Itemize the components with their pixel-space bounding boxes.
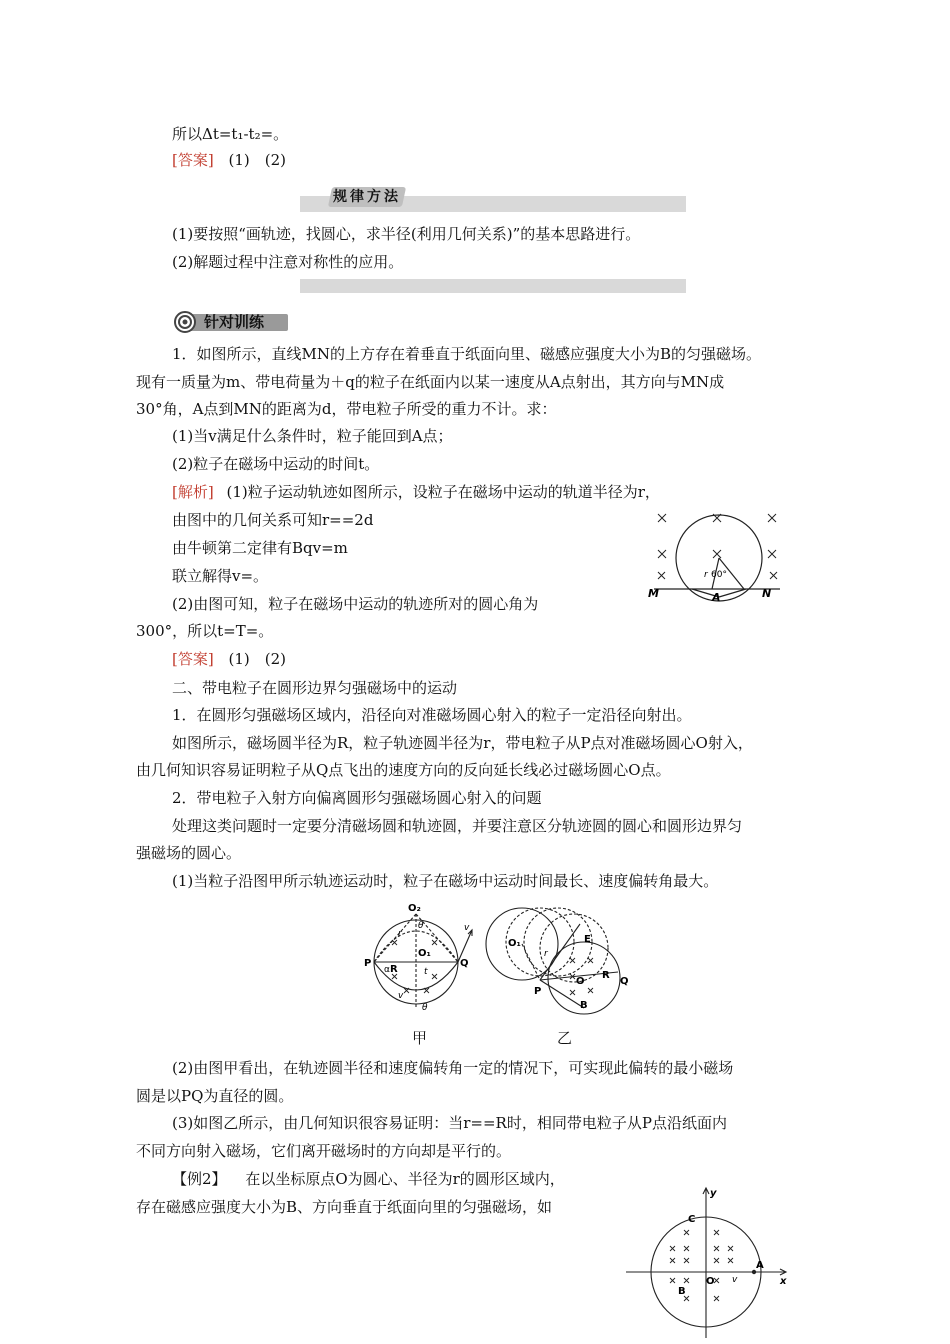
label-q-yi: Q xyxy=(620,976,629,987)
trajectory-figure-1 xyxy=(648,508,788,604)
analysis-line-4: 联立解得v=。 xyxy=(172,567,269,585)
figure-yi xyxy=(484,904,632,1016)
analysis-line-1 xyxy=(172,482,660,502)
analysis-text-1: (1)粒子运动轨迹如图所示，设粒子在磁场中运动的轨道半径为r， xyxy=(226,483,660,501)
target-icon xyxy=(174,311,196,333)
training-answer-parts: (1) (2) xyxy=(228,650,286,668)
q1-subquestion-2: (2)粒子在磁场中运动的时间t。 xyxy=(172,455,380,473)
method-title-badge xyxy=(328,187,406,207)
method-point-1: (1)要按照“画轨迹，找圆心，求半径(利用几何关系)”的基本思路进行。 xyxy=(172,225,641,243)
label-v: v xyxy=(464,923,470,933)
label-o-ex2: O xyxy=(706,1276,715,1287)
section2-point-4-line-1: (2)由图甲看出，在轨迹圆半径和速度偏转角一定的情况下，可实现此偏转的最小磁场 xyxy=(172,1059,734,1077)
section2-heading: 二、带电粒子在圆形边界匀强磁场中的运动 xyxy=(172,679,458,697)
method-title: 规律方法 xyxy=(333,189,401,205)
label-r-big: R xyxy=(390,964,398,975)
label-t: t xyxy=(424,967,428,977)
section2-point-5-line-1: (3)如图乙所示，由几何知识很容易证明：当r==R时，相同带电粒子从P点沿纸面内 xyxy=(172,1114,727,1132)
section2-para-2-line-1: 处理这类问题时一定要分清磁场圆和轨迹圆，并要注意区分轨迹圆的圆心和圆形边界匀 xyxy=(172,817,743,835)
label-c: C xyxy=(688,1214,696,1225)
figure-jia-caption: 甲 xyxy=(412,1029,428,1047)
label-o-yi: O xyxy=(576,976,585,987)
label-b-ex2: B xyxy=(678,1286,686,1297)
label-a: A xyxy=(712,591,721,604)
training-badge xyxy=(174,311,289,333)
label-v-ex2: v xyxy=(732,1275,738,1285)
label-y: y xyxy=(710,1188,717,1199)
example2-line-1 xyxy=(172,1169,565,1189)
section2-point-3: (1)当粒子沿图甲所示轨迹运动时，粒子在磁场中运动时间最长、速度偏转角最大。 xyxy=(172,872,719,890)
label-o1-yi: O₁ xyxy=(508,938,521,949)
example2-tag: 【例2】 xyxy=(172,1170,227,1188)
q1-line-3: 30°角，A点到MN的距离为d，带电粒子所受的重力不计。求： xyxy=(136,400,557,418)
training-answer-line xyxy=(172,649,286,669)
section2-para-1-line-2: 由几何知识容易证明粒子从Q点飞出的速度方向的反向延长线必过磁场圆心O点。 xyxy=(136,761,671,779)
label-theta-top: θ xyxy=(418,921,424,931)
label-m: M xyxy=(648,587,659,600)
label-theta-bottom: θ xyxy=(422,1003,428,1013)
label-r-big-yi: R xyxy=(602,970,610,981)
training-answer-tag: [答案] xyxy=(172,650,214,668)
section2-point-2: 2．带电粒子入射方向偏离圆形匀强磁场圆心射入的问题 xyxy=(172,789,542,807)
label-o2: O₂ xyxy=(408,903,421,914)
figure-yi-caption: 乙 xyxy=(557,1029,573,1047)
example2-figure xyxy=(622,1184,792,1340)
label-angle: 60° xyxy=(711,570,727,580)
label-x: x xyxy=(780,1276,787,1287)
section2-point-1: 1．在圆形匀强磁场区域内，沿径向对准磁场圆心射入的粒子一定沿径向射出。 xyxy=(172,706,692,724)
analysis-line-3: 由牛顿第二定律有Bqv=m xyxy=(172,539,348,557)
label-r: r xyxy=(704,570,708,580)
label-p-yi: P xyxy=(534,986,542,997)
label-n: N xyxy=(762,587,772,600)
example2-line-2: 存在磁感应强度大小为B、方向垂直于纸面向里的匀强磁场，如 xyxy=(136,1198,553,1216)
section2-point-5-line-2: 不同方向射入磁场，它们离开磁场时的方向却是平行的。 xyxy=(136,1142,512,1160)
q1-line-2: 现有一质量为m、带电荷量为＋q的粒子在纸面内以某一速度从A点射出，其方向与MN成 xyxy=(136,373,725,391)
section2-para-1-line-1: 如图所示，磁场圆半径为R，粒子轨迹圆半径为r，带电粒子从P点对准磁场圆心O射入， xyxy=(172,734,753,752)
section2-point-4-line-2: 圆是以PQ为直径的圆。 xyxy=(136,1087,294,1105)
answer-tag: [答案] xyxy=(172,151,214,169)
label-o1: O₁ xyxy=(418,948,431,959)
delta-t-line: 所以Δt=t₁-t₂=。 xyxy=(172,125,289,143)
answer-line xyxy=(172,150,286,170)
label-q: Q xyxy=(460,958,469,969)
analysis-line-5: (2)由图可知，粒子在磁场中运动的轨迹所对的圆心角为 xyxy=(172,595,539,613)
figure-jia xyxy=(360,900,478,1018)
q1-subquestion-1: (1)当v满足什么条件时，粒子能回到A点； xyxy=(172,427,453,445)
method-footer-bar xyxy=(300,279,686,293)
label-alpha: α xyxy=(384,965,390,975)
analysis-tag: [解析] xyxy=(172,483,214,501)
training-title: 针对训练 xyxy=(204,313,265,331)
q1-line-1: 1．如图所示，直线MN的上方存在着垂直于纸面向里、磁感应强度大小为B的匀强磁场。 xyxy=(172,345,762,363)
method-point-2: (2)解题过程中注意对称性的应用。 xyxy=(172,253,404,271)
answer-parts: (1) (2) xyxy=(228,151,286,169)
example2-text-1: 在以坐标原点O为圆心、半径为r的圆形区域内， xyxy=(245,1170,565,1188)
analysis-line-2: 由图中的几何关系可知r==2d xyxy=(172,511,374,529)
label-r-small: r xyxy=(398,929,402,939)
label-r-small-yi: r xyxy=(544,949,548,959)
section2-para-2-line-2: 强磁场的圆心。 xyxy=(136,844,242,862)
label-v-bottom: v xyxy=(398,991,404,1001)
analysis-line-6: 300°，所以t=T=。 xyxy=(136,622,274,640)
label-b-yi: B xyxy=(580,1000,588,1011)
label-a-ex2: A xyxy=(756,1260,764,1271)
label-e-yi: E xyxy=(584,934,591,945)
label-p: P xyxy=(364,958,372,969)
